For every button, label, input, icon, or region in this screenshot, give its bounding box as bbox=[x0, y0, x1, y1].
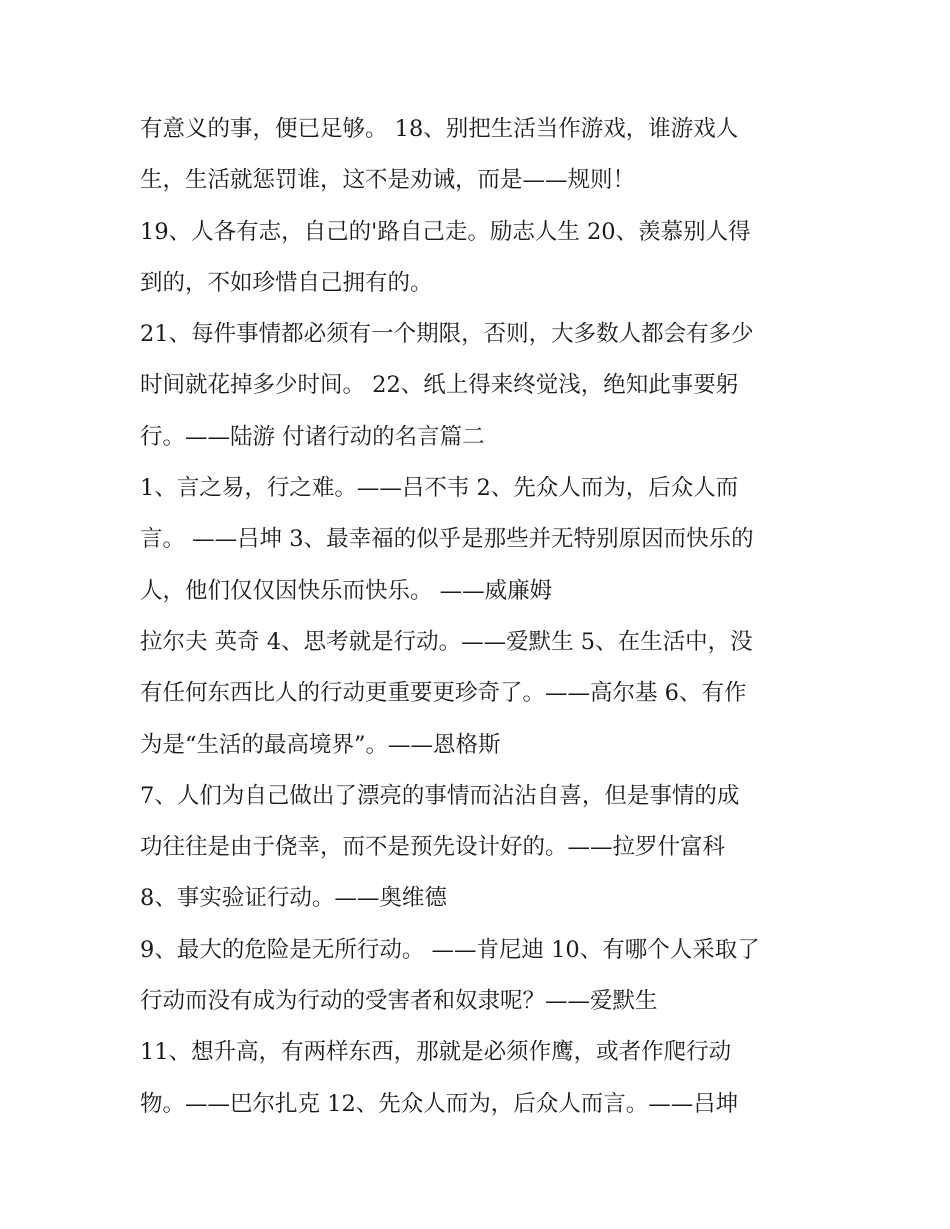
text-line: 到的，不如珍惜自己拥有的。 bbox=[140, 269, 433, 296]
text-line: 生，生活就惩罚谁，这不是劝诫，而是——规则！ bbox=[140, 167, 636, 194]
text-line: 人，他们仅仅因快乐而快乐。 ——威廉姆 bbox=[140, 577, 553, 604]
text-line: 有意义的事，便已足够。 18、别把生活当作游戏，谁游戏人 bbox=[140, 116, 739, 142]
text-line: 行动而没有成为行动的受害者和奴隶呢？——爱默生 bbox=[140, 988, 658, 1015]
text-line: 功往往是由于侥幸，而不是预先设计好的。——拉罗什富科 bbox=[140, 834, 726, 861]
text-line: 19、人各有志，自己的'路自己走。励志人生 20、羡慕别人得 bbox=[140, 218, 751, 245]
text-line: 有任何东西比人的行动更重要更珍奇了。——高尔基 6、有作 bbox=[140, 680, 747, 707]
text-line: 物。——巴尔扎克 12、先众人而为，后众人而言。——吕坤 bbox=[140, 1090, 739, 1117]
text-line: 为是“生活的最高境界”。——恩格斯 bbox=[140, 731, 501, 758]
text-line: 7、人们为自己做出了漂亮的事情而沾沾自喜，但是事情的成 bbox=[140, 782, 740, 809]
text-line: 拉尔夫 英奇 4、思考就是行动。——爱默生 5、在生活中，没 bbox=[140, 628, 753, 655]
text-line: 言。 ——吕坤 3、最幸福的似乎是那些并无特别原因而快乐的 bbox=[140, 526, 754, 553]
text-line: 9、最大的危险是无所行动。 ——肯尼迪 10、有哪个人采取了 bbox=[140, 936, 760, 963]
text-line: 1、言之易，行之难。——吕不韦 2、先众人而为，后众人而 bbox=[140, 475, 739, 502]
text-line: 11、想升高，有两样东西，那就是必须作鹰，或者作爬行动 bbox=[140, 1039, 732, 1066]
text-line: 8、事实验证行动。——奥维德 bbox=[140, 885, 447, 912]
text-line: 21、每件事情都必须有一个期限，否则，大多数人都会有多少 bbox=[140, 321, 754, 348]
text-line: 行。——陆游 付诸行动的名言篇二 bbox=[140, 423, 485, 450]
text-line: 时间就花掉多少时间。 22、纸上得来终觉浅，绝知此事要躬 bbox=[140, 372, 739, 399]
document-body bbox=[140, 104, 820, 1130]
